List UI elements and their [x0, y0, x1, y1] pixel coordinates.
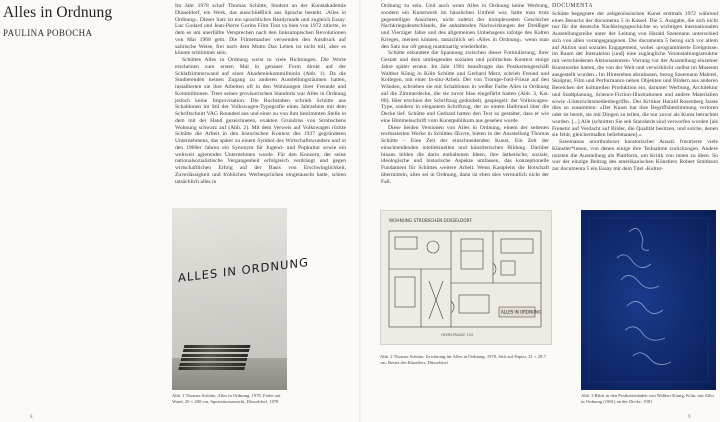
column1-paragraph: Schüttes Alles in Ordnung weist in viele Richtungen. Die Worte erscheinen zum ersten Mal in genauer Form direkt auf der Schlafzimmerwand auf einer Akademiekommilitonin (Abb. 1). Da die Studierenden keinen Zugang zu anderen Ausstellungsräumen hatten, installierten sie ihre Arbeiten oft in den Wohnungen ihrer Freunde und Kommilitonen. Treer seines provisorischen Standorts war Alles in Ordnung jedoch keine Improvisation. Die Buchstaben schrieb Schütte aus Schablonen im Stil der Volkswagen-Typografie eines Jahrzehnts mit dem Schriftschnitt VAG Rounded aus und einer zu von ihm bestimmten Stelle in dem mit der Hand gezeichneten, exakten Grundriss von Strobschens Wohnung schwarz auf (Abb. 2). Mit dem Verweis auf Volkswagen rückte Schütte die Arbeit in den historischen Kontext des 1937 gegründeten Unternehmens, das später zu einem Symbol des Wirtschaftswunders und in den 1960er Jahren ein Synonym für Jugend- und Popkultur sowie ein weltweit agierendes Unternehmen wurde. Für den Konzern, der seine nationalsozialistische Vergangenheit erfolgreich verdrängt und gegen wirtschaftlichen Erfolg auf der Basis von Erschwinglichkeit, Zuverlässigkeit und fröhlichen Werbesprüchen eingetauscht hatte, schien tatsächlich alles in	[175, 57, 346, 185]
drawing-title: WOHNUNG STROBSCHEN DÜSSELDORF	[389, 218, 472, 223]
column3-paragraph: Schütte begegnete der zeitgenössischen Kunst erstmals 1972 während eines Besuchs der documenta 5 in Kassel. Die 5. Ausgabe, die sich nicht nur für die deutsche Nachkriegsgeschichte so wichtigen internationalen Ausstellungsreihe unter der Leitung von Harald Szeemann unterschied sich von allen vorangegangenen. Die documenta 5 bezog sich vor allem auf Aktion und soziales Engagement, wobei ›programmierte Ereignisse‹ im Raum der Interaktion [und] eine zugängliche Veranstaltungsstruktur mit verschiedenen Aktionszentren‹ Vorrang vor der Ausstellung einzelner Kunstwerke hatten, die von der Welt und verwirklicht ›selbst im Museum ausgestellt wurden.‹ Im Hinterehen abzubauen, bezog Szeemann Malerei, Skulptur, Film und Performance neben Objekten und Bildern aus anderen Bereichen der kulturellen Produktion ein, darunter Werbung, Architektur und Stadtplanung, Science-Fiction-Illustrationen und andere Materialien sowie ›Unterrichtsmedienbegriffe‹. Der Kritiker Harald Rosenberg fasste dies so zusammen: »Der Kunst hat ihre Begriffsbestimmung verloren oder ist bereit, sie mit Dingen zu teilen, die nur zuvor als Kunst betrachtet wurden. [...] Alle (schnitten Sie seh Standards sind verworfen worden [als Frenetic auf Verdacht auf Bilder, die Qualität besitzen, und solche, denen sie fehlt, gleichermaßen beliebmauen].«	[552, 10, 718, 139]
figure-2-caption: Abb. 2 Thomas Schütte, Zeichnung für Alles in Ordnung, 1978, Stift auf Papier, 21 × 29,7 cm, Besitz des Künstlers, Düsseldorf	[380, 354, 546, 365]
column1-paragraph: Im Jahr 1978 schuf Thomas Schütte, Student an der Kunstakademie Düsseldorf, ein Werk, das ausschließlich aus Sprache besteht. ›Alles in Ordnung‹. Dieser Satz ist ein sprachliches Readymade und zugleich Essay. Luc Godard und Jean-Pierre Gorins Film Tout va bien von 1972 zitierte, in dem es um unerfüllte Versprechen nach den linksutopischen Revolutionen von Mai 1968 geht. Die Filmemacher verwenden den Ausdruck auf satirische Weise, frei nach dem Motto Das Leben ist nicht toll, aber es könnte schlimmer sein.	[175, 3, 346, 57]
books-stack-icon	[176, 345, 251, 381]
column2-paragraph: Ordnung zu sein. Und auch wenn Alles in Ordnung keine Werbung, sondern ein Kunstwerk im häuslichen Umfeld war, hatte man trotz gegenteiliger Ansichten, nicht zuletzt der komplexesten Geschichte Nachkriegsdeutschlands, die anhaltenden Nachwirkungen der Dreißiger und Vierziger Jahre und des allgemeinen Unbehagens infolge des Kalten Krieges, meinen können, tatsächlich sei ›Alles in Ordnung‹, wenn man den Satz nur oft genug mantraartig wiederholte.	[381, 3, 549, 50]
floor-plan-drawing	[381, 211, 551, 344]
figure-3-photo	[581, 210, 716, 390]
author-name: PAULINA POBOCHA	[3, 28, 93, 38]
page-number-left: 8	[30, 415, 33, 420]
text-column-1	[175, 3, 346, 203]
essay-title: Alles in Ordnung	[3, 4, 113, 21]
column3-paragraph: Szeemanns unorthodoxer kuratorischer Ansatz frustrierte viele Künstler*innen, von denen einige ihre Teilnahme zurückzogen. Andere nutzten die Ausstellung als Plattform, um Kritik von innen zu üben. So war der einzige Beitrag des amerikanischen Künstlers Robert Smithson zur documenta 5 ein Essay mit dem Titel ›Kultur-	[552, 139, 718, 172]
text-column-3	[552, 3, 718, 203]
figure-1-photo	[172, 208, 310, 390]
column2-paragraph: Diese beiden Versionen von Alles in Ordnung, einem der seltenen textbasierten Werke in Schüttes Œuvre, bieten in der Ausstellung Thomas Schütte – Eine Zeit der einschneidenden Kunst, Ein Zeit der einschneidenden intellektuellen und künstlerischen Bildung. Darüber hinaus bilden die darin enthaltenen Ideen, ihre ästhetische, soziale, ideologische und historische Aspekte umfassen, das konzeptionelle Fundament für Schüttes weitere Arbeit. Wenn Kastpleits die Botschaft übermitteln, alles sei in Ordnung, dann ist eben dies vermutlich nicht der Fall.	[381, 124, 549, 185]
page-gutter	[359, 0, 361, 422]
figure-2-drawing	[380, 210, 552, 345]
text-column-2	[381, 3, 549, 203]
page-number-right: 9	[688, 415, 691, 420]
column2-paragraph: Schütte erkundete die Spannung zwischen dieser Formulierung, ihrer Gestalt und dem umliegenden sozialen und politischen Kontext einige Jahre später erneut. Im Jahr 1981 beauftragte das Postkartengeschäft Walther König in Köln Schütte und Gerhard Merz, schrieb Freund und Kollegen, mit einer In-situ-Arbeit. Der von Trompe-l'œil-Frieze auf den Wänden, schrieben sie mit Schablonen in weißer Farbe Alles in Ordnung auf die Zimmerdecke, die sie zuvor blau eingefärbt hatten (Abb. 3, Kat. 80). Hier erschien der Schriftzug gedoubelt, gespiegelt: der Volkswagen-Type, sondern in elegantem Schriftzug, der zu einem Halbrund über die Decke lief. Schütte und Gerhard hatten den Text so gestaltet, dass er wie eine Himmelsschrift vom Kunstpublikum aus gesehen wurde.	[381, 50, 549, 124]
section-heading: DOCUMENTA	[552, 3, 594, 9]
stamp-text: ALLES IN ORDNUNG	[501, 309, 541, 315]
figure-3-caption: Abb. 3 Blick in den Postkartenladen von Walther König, Köln, mit Alles in Ordnung (1981) an der Decke, 1981	[581, 393, 715, 404]
ceiling-script-image	[581, 210, 716, 390]
figure-1-caption: Abb. 1 Thomas Schütte, Alles in Ordnung, 1978, Farbe auf Wand, 20 × 280 cm, Speziationsansicht, Düsseldorf, 1978	[172, 393, 281, 404]
address-note: HEERSTRASSE 104	[441, 333, 473, 337]
wall-text: ALLES IN ORDNUNG	[177, 254, 310, 286]
